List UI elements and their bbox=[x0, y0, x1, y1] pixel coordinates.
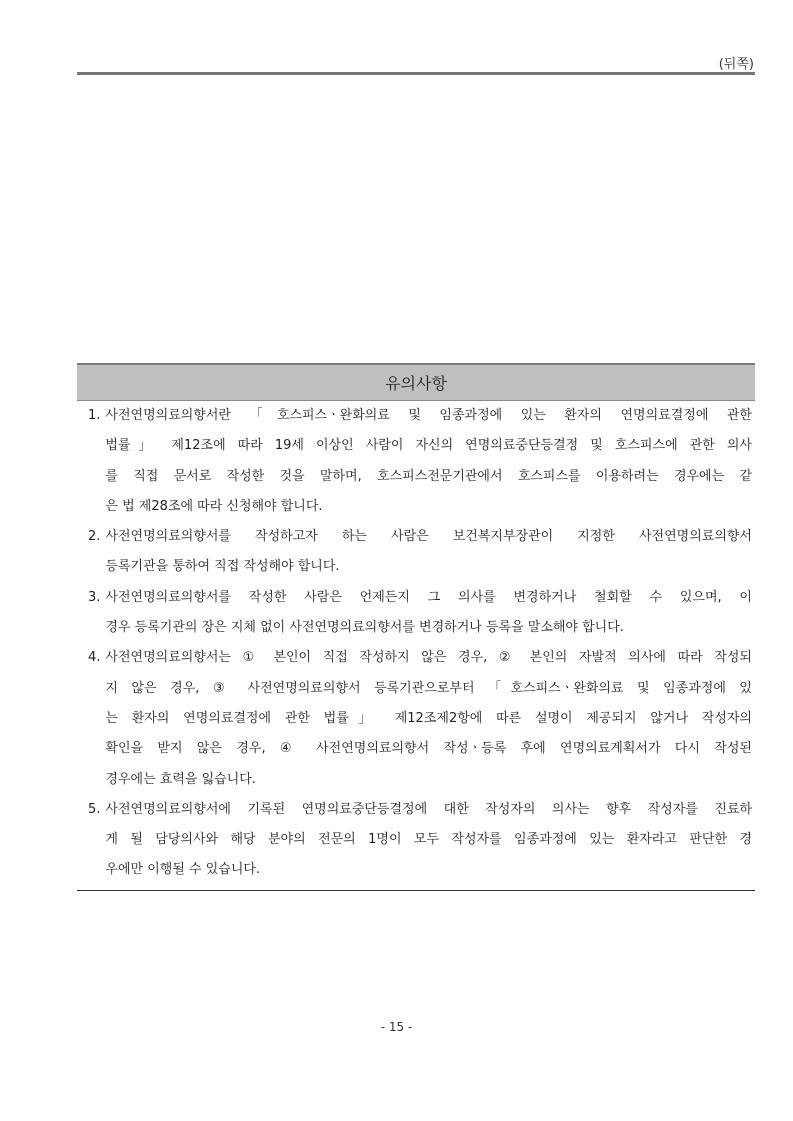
notice-item-text bbox=[105, 583, 752, 644]
notice-item-number: 2. bbox=[88, 529, 101, 545]
notice-item-line: 게 될 담당의사와 해당 분야의 전문의 1명이 모두 작성자를 임종과정에 있는 환자라고 판단한 경 bbox=[105, 832, 752, 848]
notice-item-line: 사전연명의료의향서를 작성하고자 하는 사람은 보건복지부장관이 지정한 사전연명의료의향서 bbox=[105, 529, 752, 545]
notice-item-line: 우에만 이행될 수 있습니다. bbox=[105, 862, 261, 878]
notice-item-line: 를 직접 문서로 작성한 것을 말하며, 호스피스전문기관에서 호스피스를 이용하려는 경우에는 같 bbox=[105, 468, 752, 484]
notice-item-line: 경우 등록기관의 장은 지체 없이 사전연명의료의향서를 변경하거나 등록을 말소해야 합니다. bbox=[105, 620, 624, 636]
notice-title: 유의사항 bbox=[77, 363, 755, 401]
notice-item-line: 법률」 제12조에 따라 19세 이상인 사람이 자신의 연명의료중단등결정 및 호스피스에 관한 의사 bbox=[105, 438, 752, 454]
notice-item bbox=[77, 583, 755, 644]
notice-item-text bbox=[105, 522, 752, 583]
notice-item-text bbox=[105, 643, 752, 794]
notice-item-line: 확인을 받지 않은 경우, ④ 사전연명의료의향서 작성ㆍ등록 후에 연명의료계획서가 다시 작성된 bbox=[105, 741, 752, 757]
notice-item-number: 1. bbox=[88, 408, 101, 423]
notice-bottom-divider bbox=[77, 890, 755, 891]
notice-item-text bbox=[105, 401, 752, 522]
notice-item-line: 는 환자의 연명의료결정에 관한 법률」 제12조제2항에 따른 설명이 제공되지 않거나 작성자의 bbox=[105, 710, 752, 726]
notice-item-line: 경우에는 효력을 잃습니다. bbox=[105, 771, 256, 787]
notice-item-line: 사전연명의료의향서를 작성한 사람은 언제든지 그 의사를 변경하거나 철회할 수 있으며, 이 bbox=[105, 589, 752, 605]
notice-item-line: 사전연명의료의향서에 기록된 연명의료중단등결정에 대한 작성자의 의사는 향후 작성자를 진료하 bbox=[105, 801, 752, 817]
notice-item-number: 4. bbox=[88, 650, 101, 666]
notice-list bbox=[77, 401, 755, 886]
page-number: - 15 - bbox=[380, 1020, 413, 1034]
notice-item-line: 은 법 제28조에 따라 신청해야 합니다. bbox=[105, 498, 323, 514]
notice-item-line: 등록기관을 통하여 직접 작성해야 합니다. bbox=[105, 559, 340, 575]
notice-item-line: 지 않은 경우, ③ 사전연명의료의향서 등록기관으로부터 「호스피스ㆍ완화의료 및 임종과정에 있 bbox=[105, 680, 752, 696]
notice-item-text bbox=[105, 795, 752, 886]
notice-item bbox=[77, 522, 755, 583]
notice-item-line: 사전연명의료의향서는 ① 본인이 직접 작성하지 않은 경우, ② 본인의 자발적 의사에 따라 작성되 bbox=[105, 650, 752, 666]
notice-item-line: 사전연명의료의향서란 「호스피스ㆍ완화의료 및 임종과정에 있는 환자의 연명의료결정에 관한 bbox=[105, 408, 752, 423]
notice-item bbox=[77, 401, 755, 522]
notice-item bbox=[77, 643, 755, 794]
page-side-label: (뒤쪽) bbox=[718, 57, 754, 72]
notice-item-number: 3. bbox=[88, 589, 101, 605]
top-divider bbox=[77, 72, 755, 75]
notice-section bbox=[77, 363, 755, 891]
notice-item-number: 5. bbox=[88, 801, 101, 817]
notice-item bbox=[77, 795, 755, 886]
